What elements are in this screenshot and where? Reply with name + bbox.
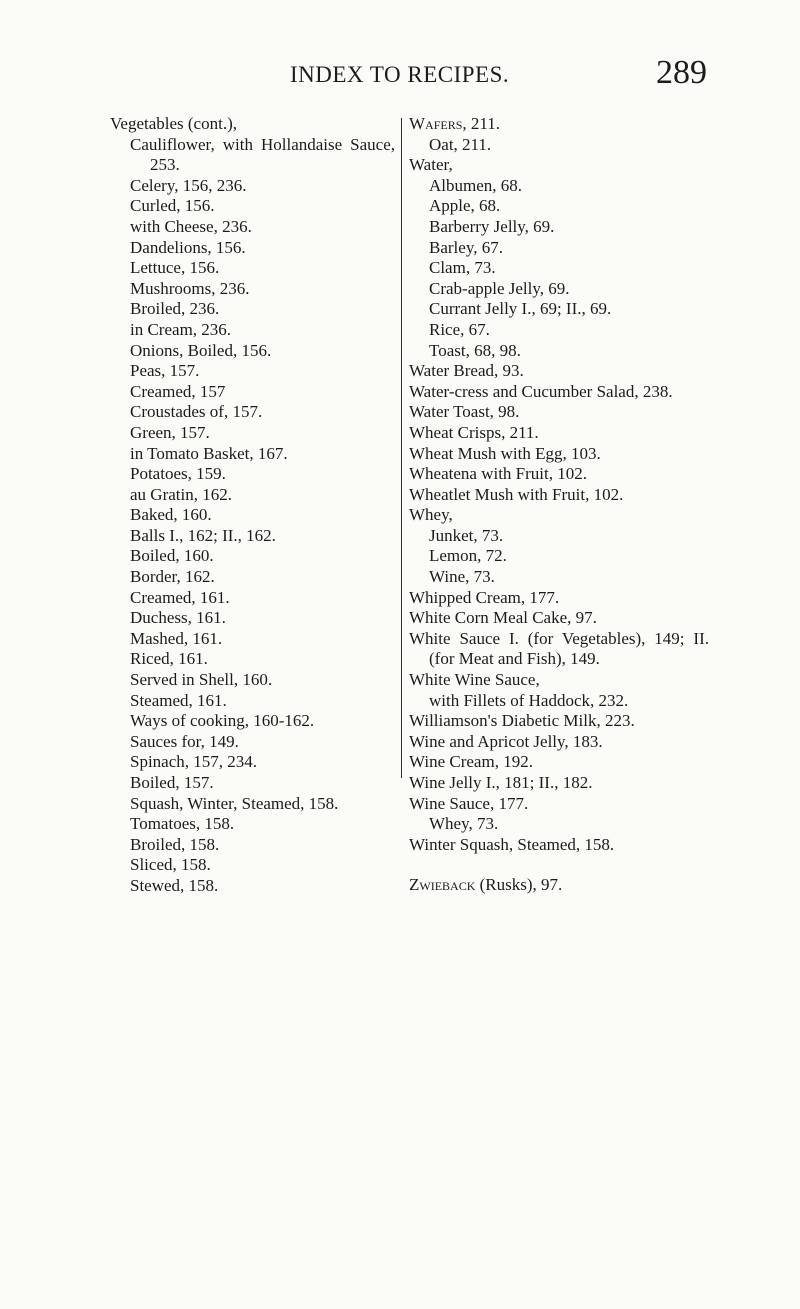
index-entry: Currant Jelly I., 69; II., 69. xyxy=(429,299,612,319)
index-entry: Spinach, 157, 234. xyxy=(130,752,258,772)
index-entry: Wheat Crisps, 211. xyxy=(409,422,539,442)
index-entry: Baked, 160. xyxy=(130,505,212,525)
index-entry: Water-cress and Cucumber Salad, 238. xyxy=(409,381,673,401)
index-entry: Squash, Winter, Steamed, 158. xyxy=(130,793,339,813)
index-entry: Balls I., 162; II., 162. xyxy=(130,525,276,545)
index-entry: Whipped Cream, 177. xyxy=(409,587,560,607)
index-entry: Albumen, 68. xyxy=(429,175,523,195)
index-entry: Lemon, 72. xyxy=(429,546,507,566)
index-entry: au Gratin, 162. xyxy=(130,484,232,504)
index-entry: White Wine Sauce, xyxy=(409,670,540,690)
index-entry: Williamson's Diabetic Milk, 223. xyxy=(409,711,635,731)
index-entry: Vegetables (cont.), xyxy=(110,114,237,133)
index-column-right xyxy=(409,114,709,896)
index-entry: Sliced, 158. xyxy=(130,855,211,875)
index-entry: in Tomato Basket, 167. xyxy=(130,443,288,463)
index-entry: Peas, 157. xyxy=(130,361,200,381)
index-entry: Steamed, 161. xyxy=(130,690,227,710)
index-entry: Water, xyxy=(409,155,453,175)
index-entry: Tomatoes, 158. xyxy=(130,814,235,834)
index-entry: Green, 157. xyxy=(130,422,210,442)
index-entry: Crab-apple Jelly, 69. xyxy=(429,278,570,298)
index-entry: with Fillets of Haddock, 232. xyxy=(429,690,629,710)
index-entry: Wine, 73. xyxy=(429,567,495,587)
index-entry: Clam, 73. xyxy=(429,258,496,278)
index-entry: Rice, 67. xyxy=(429,319,490,339)
index-entry: Sauces for, 149. xyxy=(130,731,239,751)
index-entry: Wheat Mush with Egg, 103. xyxy=(409,443,601,463)
index-entry: White Sauce I. (for Vegetables), 149; II. (for Meat and Fish), 149. xyxy=(409,628,709,669)
index-entry: Boiled, 157. xyxy=(130,773,214,792)
index-entry: Wine Cream, 192. xyxy=(409,752,533,772)
index-entry: Broiled, 158. xyxy=(130,834,220,854)
running-title: INDEX TO RECIPES. xyxy=(290,62,510,87)
index-entry: Boiled, 160. xyxy=(130,546,214,566)
column-divider xyxy=(401,118,402,778)
index-entry: Junket, 73. xyxy=(429,525,504,545)
index-entry: Ways of cooking, 160-162. xyxy=(130,711,315,731)
index-entry: Winter Squash, Steamed, 158. xyxy=(409,834,615,854)
index-entry: Water Bread, 93. xyxy=(409,361,524,381)
index-entry: Onions, Boiled, 156. xyxy=(130,340,272,360)
index-entry: Creamed, 161. xyxy=(130,587,230,607)
index-entry: Wine Sauce, 177. xyxy=(409,793,529,813)
index-entry: Wafers, 211. xyxy=(409,114,501,133)
index-entry: White Corn Meal Cake, 97. xyxy=(409,608,597,628)
index-entry: Riced, 161. xyxy=(130,649,208,669)
index-entry: Cauliflower, with Hollandaise Sauce, 253. xyxy=(130,134,395,175)
index-entry: Barley, 67. xyxy=(429,237,503,257)
index-entry: Croustades of, 157. xyxy=(130,402,263,422)
index-entry: Curled, 156. xyxy=(130,196,215,216)
index-entry: Creamed, 157 xyxy=(130,381,226,401)
index-entry: Whey, 73. xyxy=(429,814,499,834)
index-entry: Wheatlet Mush with Fruit, 102. xyxy=(409,484,624,504)
index-entry: Wheatena with Fruit, 102. xyxy=(409,464,587,484)
index-entry: Wine Jelly I., 181; II., 182. xyxy=(409,773,593,792)
index-entry: Mushrooms, 236. xyxy=(130,278,250,298)
index-entry: Mashed, 161. xyxy=(130,628,223,648)
index-entry: Potatoes, 159. xyxy=(130,464,226,484)
index-entry: Lettuce, 156. xyxy=(130,258,220,278)
index-entry: Celery, 156, 236. xyxy=(130,175,247,195)
index-entry: Broiled, 236. xyxy=(130,299,220,319)
index-entry: Duchess, 161. xyxy=(130,608,226,628)
index-entry: Stewed, 158. xyxy=(130,875,219,895)
index-entry: in Cream, 236. xyxy=(130,319,232,339)
index-entry: Barberry Jelly, 69. xyxy=(429,216,555,236)
index-entry: Apple, 68. xyxy=(429,196,501,216)
index-entry: Wine and Apricot Jelly, 183. xyxy=(409,731,603,751)
index-entry: Zwieback (Rusks), 97. xyxy=(409,875,563,895)
index-column-left xyxy=(110,114,395,897)
index-entry: with Cheese, 236. xyxy=(130,216,252,236)
page-number: 289 xyxy=(656,54,707,91)
index-entry: Toast, 68, 98. xyxy=(429,340,521,360)
index-entry: Border, 162. xyxy=(130,567,215,587)
index-entry: Water Toast, 98. xyxy=(409,402,520,422)
index-entry: Served in Shell, 160. xyxy=(130,670,273,690)
index-entry: Oat, 211. xyxy=(429,134,492,154)
index-entry: Whey, xyxy=(409,505,453,525)
page-header xyxy=(0,54,800,100)
index-entry: Dandelions, 156. xyxy=(130,237,246,257)
